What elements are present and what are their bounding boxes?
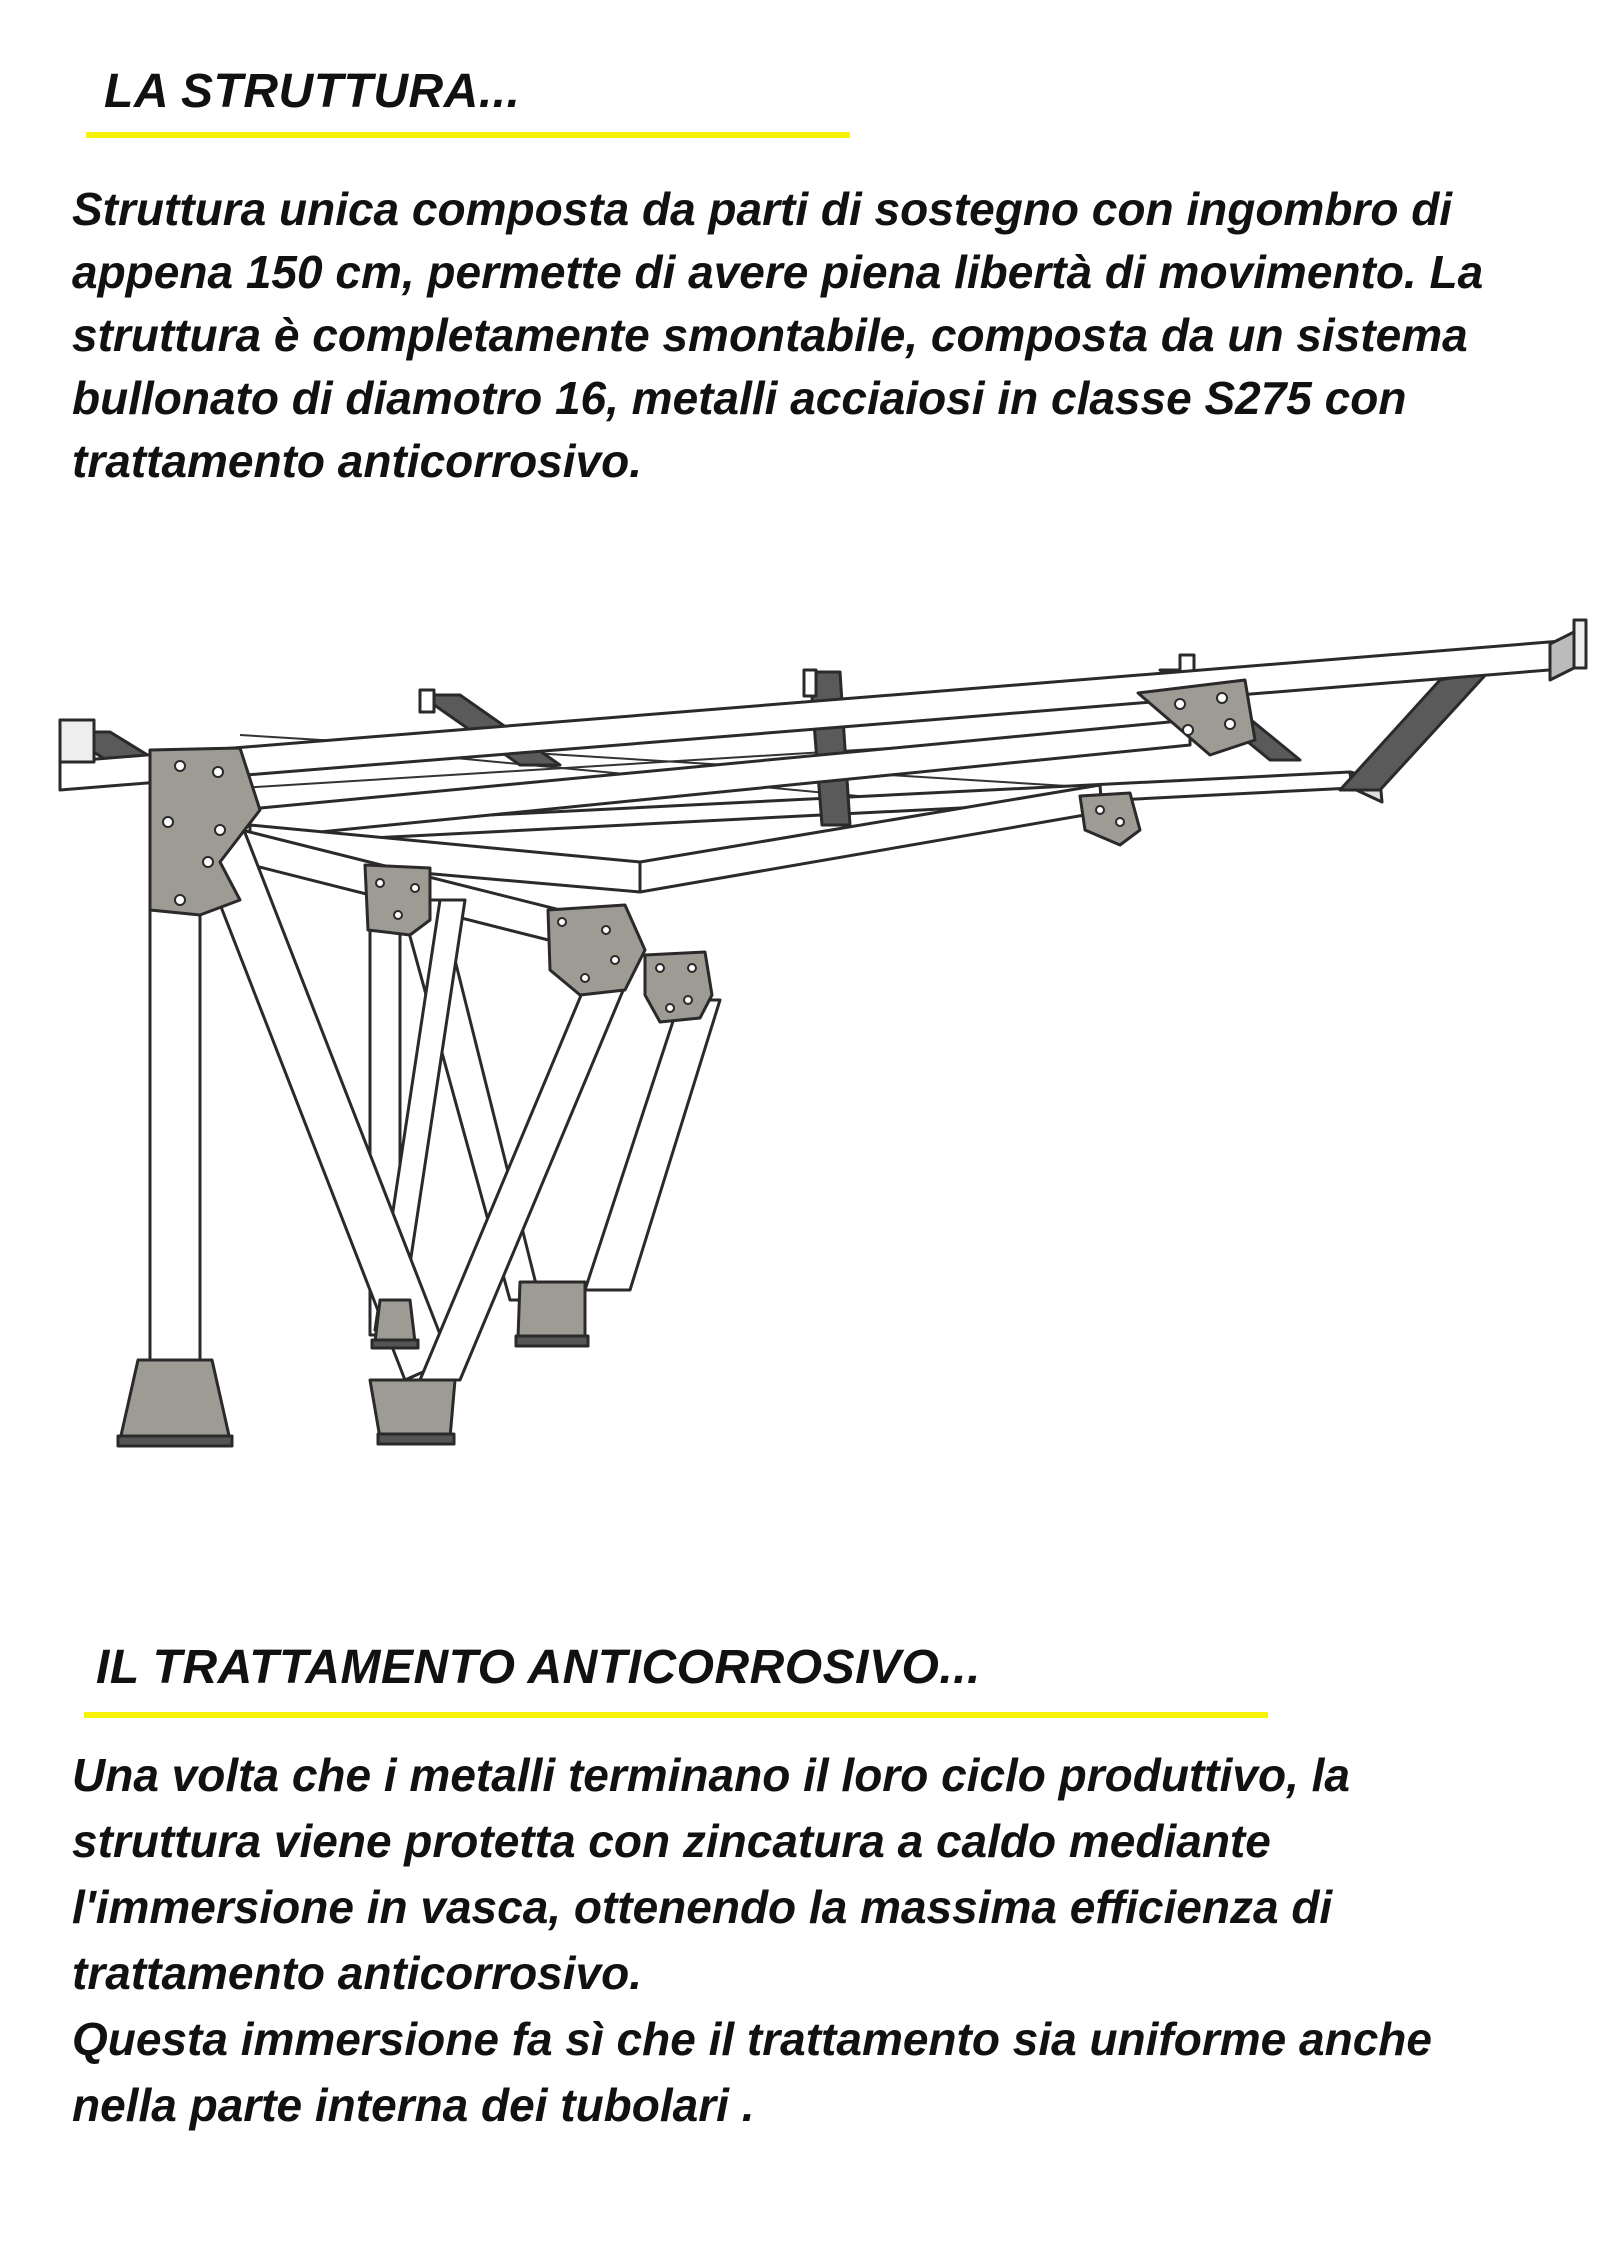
purlin [1340,670,1490,790]
mid-strut [585,1000,720,1290]
structure-line: struttura è completamente smontabile, composta da un sistema [72,309,1468,361]
joint-gusset-plate [645,952,712,1022]
purlin-cap [804,670,816,696]
treatment-line: struttura viene protetta con zincatura a caldo mediante [72,1815,1271,1867]
base-foot [378,1434,454,1444]
structure-paragraph [72,178,1483,493]
treatment-line: trattamento anticorrosivo. [72,1947,642,1999]
structure-heading: LA STRUTTURA... [104,65,521,118]
treatment-line: l'immersione in vasca, ottenendo la massima efficienza di [72,1881,1333,1933]
treatment-heading-underline [84,1712,1268,1718]
base-foot [118,1436,232,1446]
roof-beam-side [1550,632,1574,680]
base-foot [372,1340,418,1348]
rafter-gusset-plate [1080,793,1140,845]
purlin-cap [420,690,434,712]
base-plate-rear-left [375,1300,415,1342]
base-plate-front-mid [370,1380,455,1438]
structure-line: trattamento anticorrosivo. [72,435,642,487]
front-roof-beam-top [60,720,94,762]
front-roof-beam-end [1574,620,1586,668]
column-gusset-plate [365,865,430,935]
structure-line: Struttura unica composta da parti di sostegno con ingombro di [72,183,1453,235]
treatment-line: nella parte interna dei tubolari . [72,2079,755,2131]
base-plate-front-left [120,1360,230,1440]
structure-line: appena 150 cm, permette di avere piena libertà di movimento. La [72,246,1484,298]
base-plate-rear-mid [518,1282,585,1338]
base-foot [516,1336,588,1346]
treatment-line: Una volta che i metalli terminano il loro ciclo produttivo, la [72,1749,1351,1801]
structure-line: bullonato di diamotro 16, metalli acciaiosi in classe S275 con [72,372,1407,424]
treatment-heading: IL TRATTAMENTO ANTICORROSIVO... [96,1641,981,1694]
treatment-line: Questa immersione fa sì che il trattamento sia uniforme anche [72,2013,1432,2065]
structure-heading-underline [86,132,850,138]
steel-structure-drawing [40,600,1600,1480]
treatment-paragraph [72,1742,1432,2138]
